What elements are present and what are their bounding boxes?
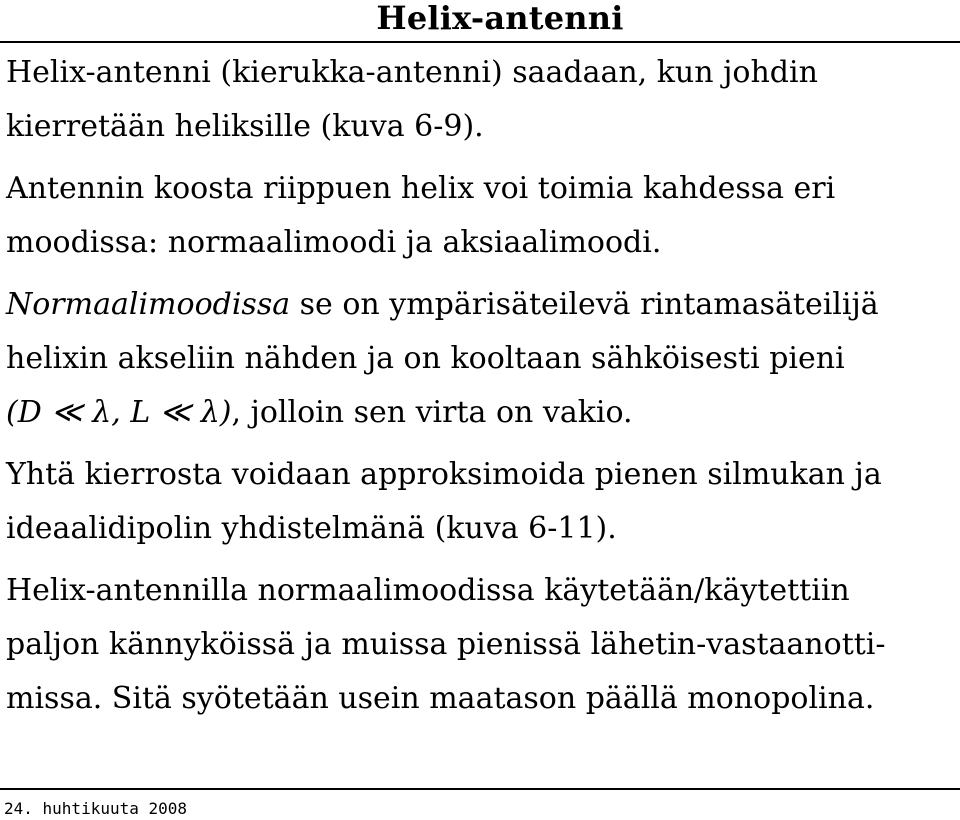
paragraph-5 xyxy=(6,564,956,726)
paragraph-1-line-1: Helix-antenni (kierukka-antenni) saadaan, kun johdin xyxy=(6,55,818,90)
paragraph-3 xyxy=(6,278,956,440)
emphasis-term: Normaalimoodissa xyxy=(6,287,291,322)
paragraph-4 xyxy=(6,448,956,556)
paragraph-3-line-2: helixin akseliin nähden ja on kooltaan sähköisesti pieni xyxy=(6,341,845,376)
footer-divider xyxy=(0,788,960,790)
slide-content xyxy=(6,46,956,734)
footer-date: 24. huhtikuuta 2008 xyxy=(4,799,188,818)
paragraph-3-line-3-rest: , jolloin sen virta on vakio. xyxy=(231,395,633,430)
paragraph-2 xyxy=(6,162,956,270)
paragraph-1 xyxy=(6,46,956,154)
paragraph-5-line-2: paljon kännyköissä ja muissa pienissä lähetin-vastaanotti- xyxy=(6,627,886,662)
math-condition: (D ≪ λ, L ≪ λ) xyxy=(6,395,232,430)
paragraph-4-line-1: Yhtä kierrosta voidaan approksimoida pienen silmukan ja xyxy=(6,457,882,492)
paragraph-3-line-3 xyxy=(6,386,956,440)
paragraph-3-line-1 xyxy=(6,278,956,332)
paragraph-2-line-2: moodissa: normaalimoodi ja aksiaalimoodi. xyxy=(6,225,662,260)
paragraph-5-line-3: missa. Sitä syötetään usein maatason päällä monopolina. xyxy=(6,681,875,716)
paragraph-2-line-1: Antennin koosta riippuen helix voi toimia kahdessa eri xyxy=(6,171,836,206)
paragraph-3-line-1-rest: se on ympärisäteilevä rintamasäteilijä xyxy=(290,287,879,322)
paragraph-5-line-1: Helix-antennilla normaalimoodissa käytetään/käytettiin xyxy=(6,573,850,608)
paragraph-1-line-2: kierretään heliksille (kuva 6-9). xyxy=(6,109,484,144)
page-title: Helix-antenni xyxy=(376,0,624,37)
title-divider xyxy=(0,41,960,43)
paragraph-4-line-2: ideaalidipolin yhdistelmänä (kuva 6-11). xyxy=(6,511,617,546)
